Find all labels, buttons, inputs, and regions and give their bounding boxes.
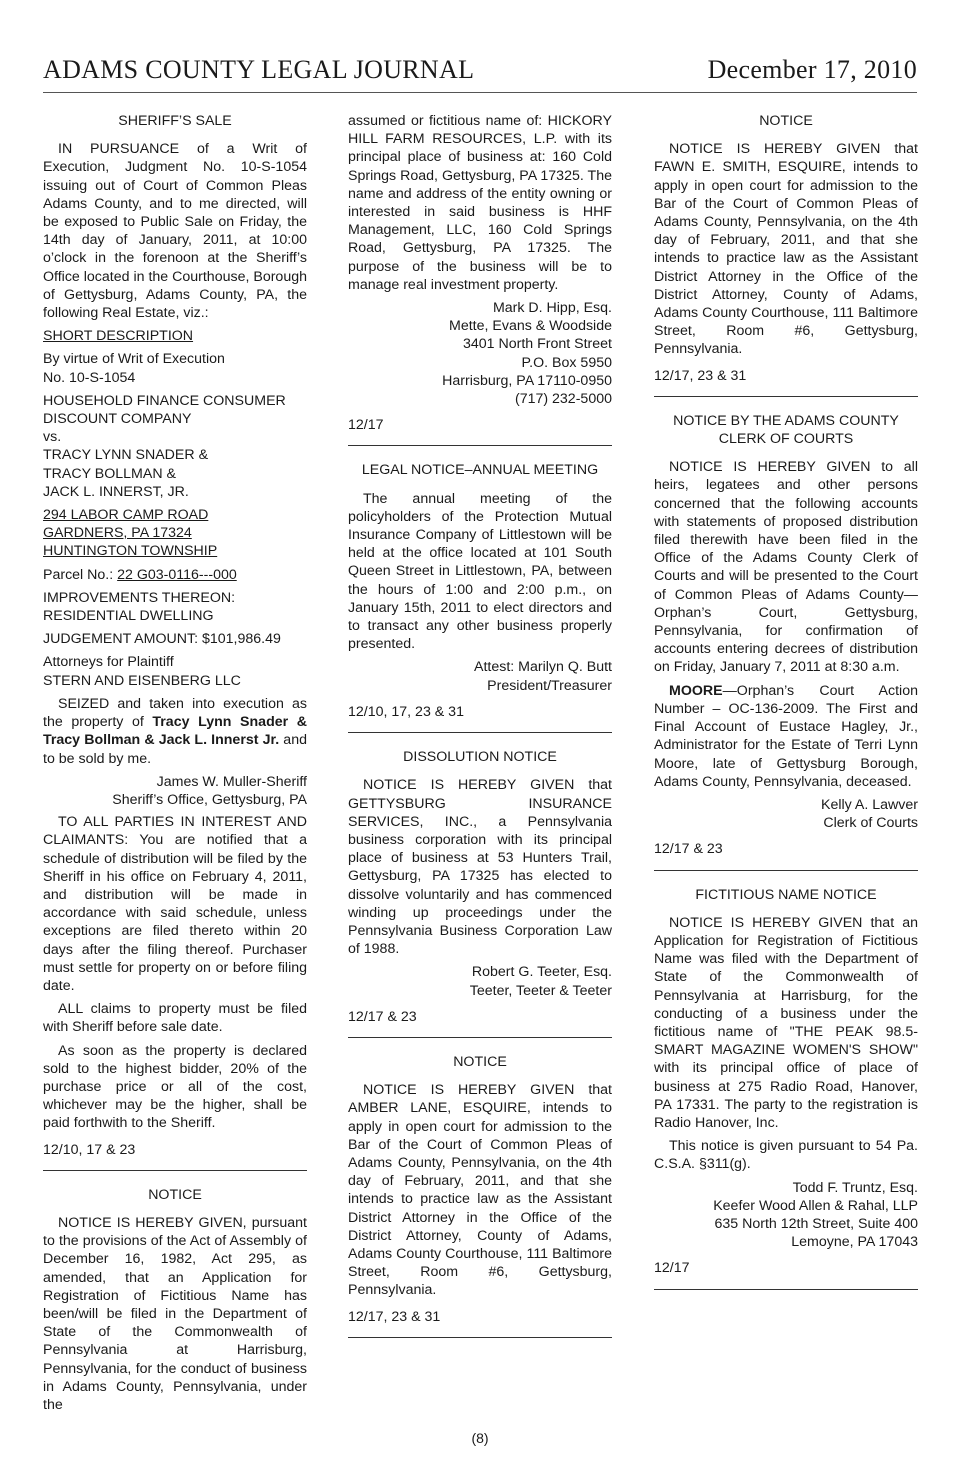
dissolution-signature bbox=[348, 963, 612, 999]
seized-paragraph bbox=[43, 695, 307, 768]
notice-lane-body: NOTICE IS HEREBY GIVEN that AMBER LANE, ESQUIRE, intends to apply in open court for admission to the Bar of the Court of Common Pleas of Adams County, Pennsylvania, on the 4th day of February, 2011, and that she intends to practice law as the Assistant District Attorney in the Office of the District Attorney, County of Adams, Adams County Courthouse, 111 Baltimore Street, Room #6, Gettysburg, Pennsylvania. bbox=[348, 1082, 612, 1299]
annual-meeting-heading: LEGAL NOTICE–ANNUAL MEETING bbox=[361, 462, 599, 479]
fictitious-peak-body: NOTICE IS HEREBY GIVEN that an Application for Registration of Fictitious Name was filed with the Department of State of the Commonwealth of Pennsylvania at Harrisburg, for the conducting of a business under the fictitious name of "THE PEAK 98.5-SMART MAGAZINE WOMEN'S SHOW" with its principal office of place of business at 275 Radio Road, Hanover, PA 17331. The party to the registration is Radio Hanover, Inc. bbox=[654, 914, 918, 1131]
sheriff-sale-heading: SHERIFF’S SALE bbox=[118, 113, 232, 129]
column-right bbox=[654, 112, 918, 1305]
signature-line: Todd F. Truntz, Esq. bbox=[792, 1179, 918, 1196]
notice-fictitious-body: NOTICE IS HEREBY GIVEN, pursuant to the provisions of the Act of Assembly of December 16, 1982, Act 295, as amended, that an Application for Registration of Fictitious Name has been/will be filed in the Department of State of the Commonwealth of Pennsylvania at Harrisburg, Pennsylvania, for the conduct of business in Adams County, Pennsylvania, under the bbox=[43, 1214, 307, 1413]
fictitious-peak-heading: FICTITIOUS NAME NOTICE bbox=[695, 886, 877, 903]
all-claims: ALL claims to property must be filed with Sheriff before sale date. bbox=[43, 1001, 307, 1036]
divider bbox=[348, 1337, 612, 1338]
fictitious-peak-pursuant: This notice is given pursuant to 54 Pa. C.S.A. §311(g). bbox=[654, 1138, 918, 1173]
parcel-number bbox=[43, 566, 307, 584]
fictitious-peak-dates: 12/17 bbox=[654, 1260, 690, 1277]
address-line: HUNTINGTON TOWNSHIP bbox=[43, 543, 218, 560]
signature-line: Harrisburg, PA 17110-0950 bbox=[442, 372, 612, 389]
dissolution-dates: 12/17 & 23 bbox=[348, 1008, 417, 1025]
judgement-amount: JUDGEMENT AMOUNT: $101,986.49 bbox=[43, 631, 281, 648]
signature-line: Keefer Wood Allen & Rahal, LLP bbox=[713, 1197, 918, 1214]
divider bbox=[348, 445, 612, 446]
dissolution-heading: DISSOLUTION NOTICE bbox=[403, 749, 557, 766]
as-soon-as: As soon as the property is declared sold to the highest bidder, 20% of the purchase price or all of the cost, whichever may be the higher, shall be paid forthwith to the Sheriff. bbox=[43, 1042, 307, 1132]
address-line: GARDNERS, PA 17324 bbox=[43, 525, 192, 542]
divider bbox=[654, 396, 918, 397]
plaintiff-line: DISCOUNT COMPANY bbox=[43, 411, 192, 428]
signature-line: Mark D. Hipp, Esq. bbox=[492, 300, 612, 317]
clerk-notice-heading bbox=[654, 412, 918, 448]
writ-number: No. 10-S-1054 bbox=[43, 369, 136, 386]
signature-line: Kelly A. Lawver bbox=[821, 796, 918, 813]
notice-fictitious-continued: assumed or fictitious name of: HICKORY HILL FARM RESOURCES, L.P. with its principal place of business at: 160 Cold Springs Road, Gettysburg, PA 17325. The name and address of the entity owning or interested in said business is HHF Management, LLC, 160 Cold Springs Road, Gettysburg, PA 17325. The purpose of the business will be to manage real investment property. bbox=[348, 113, 612, 293]
annual-meeting-dates: 12/10, 17, 23 & 31 bbox=[348, 703, 464, 720]
signature-line: Teeter, Teeter & Teeter bbox=[469, 982, 612, 999]
dissolution-body: NOTICE IS HEREBY GIVEN that GETTYSBURG INSURANCE SERVICES, INC., a Pennsylvania business corporation with its principal place of business at 53 Hunters Trail, Gettysburg, PA 17325 has elected to dissolve voluntarily and has commenced winding up proceedings under the Pennsylvania Business Corporation Law of 1988. bbox=[348, 777, 612, 958]
clerk-signature bbox=[654, 796, 918, 832]
short-description-label: SHORT DESCRIPTION bbox=[43, 328, 194, 345]
divider bbox=[348, 732, 612, 733]
notice-fictitious-dates: 12/17 bbox=[348, 417, 384, 434]
property-address bbox=[43, 506, 307, 561]
annual-meeting-signature bbox=[348, 658, 612, 694]
improvements-line: IMPROVEMENTS THEREON: bbox=[43, 589, 236, 606]
seized-pre: SEIZED and taken into execution as the property of bbox=[43, 695, 307, 731]
parcel-value: 22 G03-0116---000 bbox=[117, 566, 237, 583]
address-line: 294 LABOR CAMP ROAD bbox=[43, 507, 209, 524]
clerk-heading-line: NOTICE BY THE ADAMS COUNTY bbox=[673, 412, 899, 429]
masthead bbox=[43, 54, 917, 93]
improvements bbox=[43, 589, 307, 625]
divider bbox=[348, 1037, 612, 1038]
parties bbox=[43, 392, 307, 501]
signature-line: Clerk of Courts bbox=[823, 815, 918, 832]
notice-smith-body: NOTICE IS HEREBY GIVEN that FAWN E. SMITH, ESQUIRE, intends to apply in open court for admission to the Bar of the Court of Common Pleas of Adams County, Pennsylvania, on the 4th day of February, 2011, and that she intends to practice law as the Assistant District Attorney in the Office of the District Attorney, County of Adams, Adams County Courthouse, 111 Baltimore Street, Room #6, Gettysburg, Pennsylvania. bbox=[654, 141, 918, 358]
journal-title: ADAMS COUNTY LEGAL JOURNAL bbox=[43, 55, 475, 84]
versus: vs. bbox=[43, 429, 62, 446]
case-body: —Orphan’s Court Action Number – OC-136-2009. The First and Final Account of Eustace Hagley, Jr., Administrator for the Estate of Terri Lynn Moore, late of Gettysburg Borough, Adams County, Pennsylvania, deceased. bbox=[654, 682, 918, 790]
sheriff-office: Sheriff’s Office, Gettysburg, PA bbox=[112, 791, 307, 808]
attorneys-label: Attorneys for Plaintiff bbox=[43, 654, 174, 671]
clerk-notice-body: NOTICE IS HEREBY GIVEN to all heirs, legatees and other persons concerned that the following accounts with statements of proposed distribution filed therewith have been filed in the Office of the Adams County Clerk of Courts and will be presented to the Court of Common Pleas of Adams County—Orphan’s Court, Gettysburg, Pennsylvania, for confirmation of accounts entering decrees of distribution on Friday, January 7, 2011 at 8:30 a.m. bbox=[654, 459, 918, 676]
signature-line: Mette, Evans & Woodside bbox=[449, 318, 612, 335]
plaintiff-line: HOUSEHOLD FINANCE CONSUMER bbox=[43, 392, 286, 409]
attorneys-firm: STERN AND EISENBERG LLC bbox=[43, 672, 241, 689]
notice-smith-heading: NOTICE bbox=[759, 113, 813, 129]
notice-lane-heading: NOTICE bbox=[453, 1053, 507, 1070]
seized-names: Tracy Lynn Snader & Tracy Bollman & Jack L. Innerst Jr. bbox=[43, 714, 307, 749]
issue-date: December 17, 2010 bbox=[707, 55, 917, 84]
truntz-signature bbox=[654, 1179, 918, 1252]
clerk-notice-dates: 12/17 & 23 bbox=[654, 841, 723, 858]
signature-line: (717) 232-5000 bbox=[514, 391, 612, 408]
page-number: (8) bbox=[471, 1430, 489, 1446]
divider bbox=[654, 1289, 918, 1290]
divider bbox=[43, 1170, 307, 1171]
improvements-line: RESIDENTIAL DWELLING bbox=[43, 608, 214, 625]
signature-line: 635 North 12th Street, Suite 400 bbox=[714, 1215, 918, 1232]
sheriff-signature bbox=[43, 773, 307, 809]
attorneys bbox=[43, 653, 307, 689]
sheriff-sale-dates: 12/10, 17 & 23 bbox=[43, 1141, 136, 1158]
notice-fictitious-heading: NOTICE bbox=[148, 1186, 202, 1203]
notice-lane-dates: 12/17, 23 & 31 bbox=[348, 1308, 441, 1325]
signature-line: Robert G. Teeter, Esq. bbox=[471, 964, 612, 981]
clerk-heading-line: CLERK OF COURTS bbox=[718, 431, 854, 448]
writ-line: By virtue of Writ of Execution bbox=[43, 351, 225, 368]
notice-smith-dates: 12/17, 23 & 31 bbox=[654, 367, 747, 384]
column-middle bbox=[348, 112, 612, 1353]
sheriff-name: James W. Muller-Sheriff bbox=[156, 773, 307, 790]
signature-line: President/Treasurer bbox=[487, 677, 612, 694]
annual-meeting-body: The annual meeting of the policyholders of the Protection Mutual Insurance Company of Littlestown will be held at the office located at 101 South Queen Street in Littlestown, PA, between the hours of 1:00 and 2:00 p.m., on January 15th, 2011 to elect directors and to transact any other business properly presented. bbox=[348, 490, 612, 653]
signature-line: P.O. Box 5950 bbox=[521, 354, 612, 371]
signature-line: 3401 North Front Street bbox=[462, 336, 612, 353]
divider bbox=[654, 870, 918, 871]
signature-line: Attest: Marilyn Q. Butt bbox=[474, 659, 612, 676]
parcel-label: Parcel No.: bbox=[43, 566, 118, 583]
defendant-line: TRACY BOLLMAN & bbox=[43, 465, 176, 482]
to-all-parties: TO ALL PARTIES IN INTEREST AND CLAIMANTS: You are notified that a schedule of distribution will be filed by the Sheriff in his office on February 4, 2011, and distribution will be made in accordance with said schedule, unless exceptions are filed thereto within 20 days after the filing thereof. Purchaser must settle for property on or before filing date. bbox=[43, 814, 307, 994]
hipp-signature bbox=[348, 299, 612, 408]
column-left bbox=[43, 112, 307, 1419]
signature-line: Lemoyne, PA 17043 bbox=[791, 1234, 918, 1251]
seized-post: and to be sold by me. bbox=[43, 732, 307, 767]
defendant-line: JACK L. INNERST, JR. bbox=[43, 483, 189, 500]
clerk-case bbox=[654, 682, 918, 791]
writ-info bbox=[43, 350, 307, 386]
defendant-line: TRACY LYNN SNADER & bbox=[43, 447, 209, 464]
sheriff-sale-intro: IN PURSUANCE of a Writ of Execution, Judgment No. 10-S-1054 issuing out of Court of Common Pleas Adams County, and to me directed, will be exposed to Public Sale on Friday, the 14th day of January, 2011, at 10:00 o’clock in the forenoon at the Sheriff’s Office located in the Courthouse, Borough of Gettysburg, Adams County, PA, the following Real Estate, viz.: bbox=[43, 141, 307, 322]
case-name: MOORE bbox=[669, 682, 723, 699]
